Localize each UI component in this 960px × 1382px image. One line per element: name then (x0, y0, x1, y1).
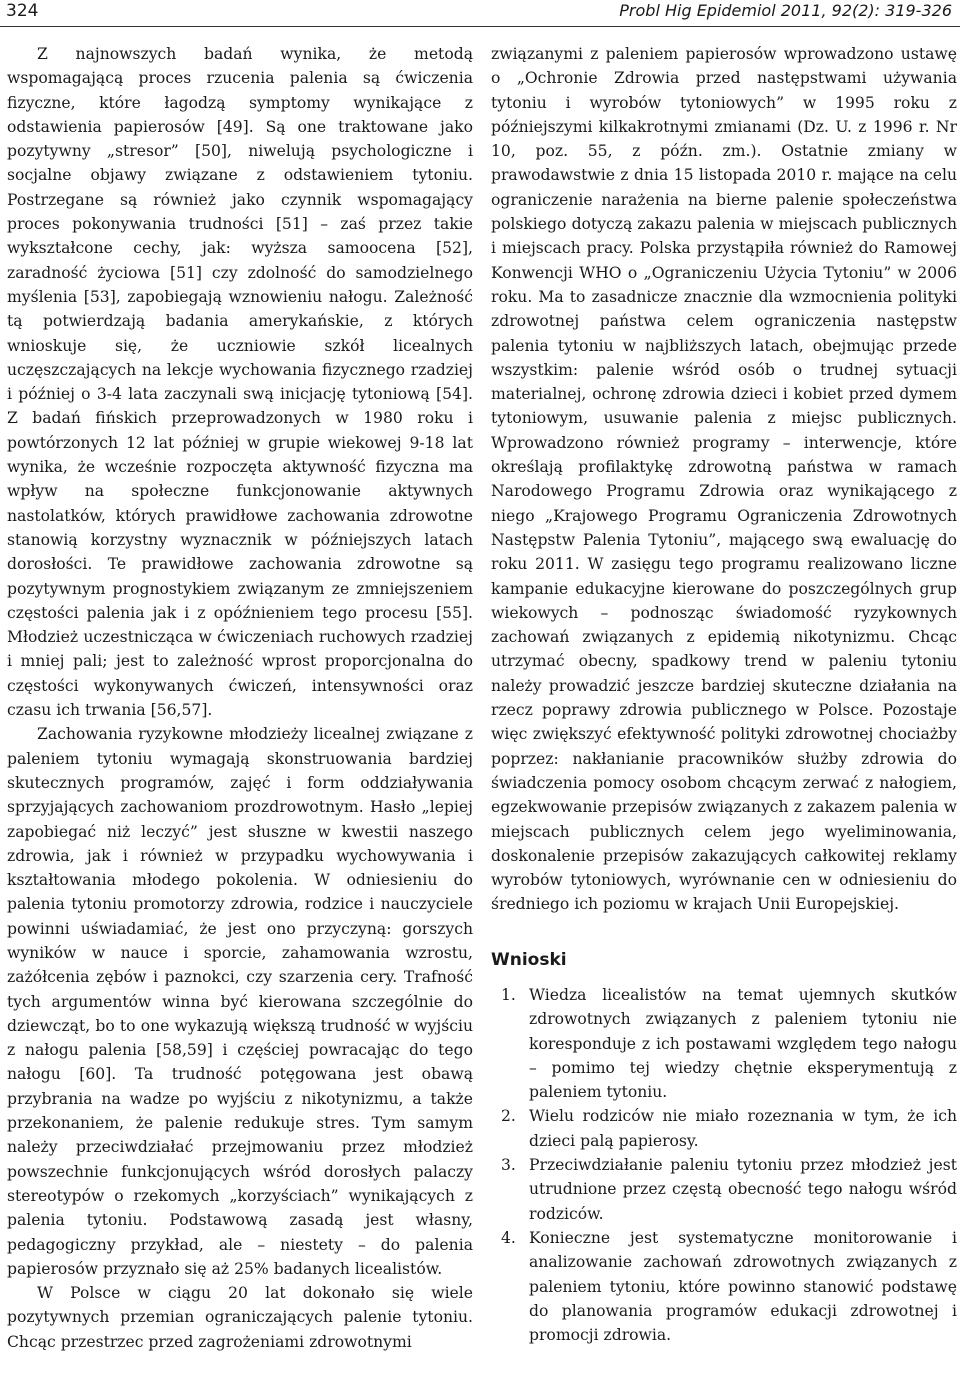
list-number: 1. (501, 985, 516, 1004)
page-header (0, 0, 960, 27)
paragraph: związanymi z paleniem papierosów wprowadzono ustawę o „Ochronie Zdrowia przed następstwami używania tytoniu i wyrobów tytoniowych” w 1995 roku z późniejszymi kilkakrotnymi zmianami (Dz. U. z 1996 r. Nr 10, poz. 55, z późn. zm.). Ostatnie zmiany w prawodawstwie z dnia 15 listopada 2010 r. mające na celu ograniczenie narażenia na bierne palenie społeczeństwa polskiego dotyczą zakazu palenia w miejscach publicznych i miejscach pracy. Polska przystąpiła również do Ramowej Konwencji WHO o „Ograniczeniu Użycia Tytoniu” w 2006 roku. Ma to zasadnicze znacznie dla wzmocnienia polityki zdrowotnej państwa celem ograniczenia następstw palenia tytoniu w najbliższych latach, obejmując przede wszystkim: palenie wśród osób o trudnej sytuacji materialnej, ochronę zdrowia dzieci i kobiet przed dymem tytoniowym, usuwanie palenia z miejsc publicznych. Wprowadzono również programy – interwencje, które określają profilaktykę zdrowotną państwa w ramach Narodowego Programu Zdrowia oraz wynikającego z niego „Krajowego Programu Ograniczenia Zdrowotnych Następstw Palenia Tytoniu”, mającego swą ewaluację do roku 2011. W zasięgu tego programu realizowano liczne kampanie edukacyjne kierowane do poszczególnych grup wiekowych – podnosząc świadomość ryzykownych zachowań związanych z epidemią nikotynizmu. Chcąc utrzymać obecny, spadkowy trend w paleniu tytoniu należy prowadzić jeszcze bardziej skuteczne działania na rzecz poprawy zdrowia publicznego w Polsce. Pozostaje więc zwiększyć efektywność polityki zdrowotnej chociażby poprzez: nakłanianie pracowników służby zdrowia do świadczenia pomocy osobom chcącym zerwać z nałogiem, egzekwowanie przepisów związanych z zakazem palenia w miejscach publicznych celem jego wyeliminowania, doskonalenie przepisów zakazujących całkowitej reklamy wyrobów tytoniowych, wyrównanie cen w odniesieniu do średniego ich poziomu w krajach Unii Europejskiej. (491, 45, 957, 914)
right-column (491, 42, 957, 1347)
list-item-text: Wielu rodziców nie miało rozeznania w tym, że ich dzieci palą papierosy. (529, 1107, 957, 1150)
page-number: 324 (6, 1, 39, 21)
paragraph: Z najnowszych badań wynika, że metodą wspomagającą proces rzucenia palenia są ćwiczenia fizyczne, które łagodzą symptomy wynikające z odstawienia papierosów [49]. Są one traktowane jako pozytywny „stresor” [50], niwelują psychologiczne i socjalne objawy związane z odstawieniem tytoniu. Postrzegane są również jako czynnik wspomagający proces pokonywania trudności [51] – zaś przez takie wykształcone cechy, jak: wyższa samoocena [52], zaradność życiowa [51] czy zdolność do samodzielnego myślenia [53], zapobiegają wznowieniu nałogu. Zależność tą potwierdzają badania amerykańskie, z których wnioskuje się, że uczniowie szkół licealnych uczęszczających na lekcje wychowania fizycznego rzadziej i później o 3-4 lata zaczynali swą inicjację tytoniową [54]. Z badań fińskich przeprowadzonych w 1980 roku i powtórzonych 12 lat później w grupie wiekowej 9-18 lat wynika, że wcześnie rozpoczęta aktywność fizyczna ma wpływ na społeczne funkcjonowanie aktywnych nastolatków, których prawidłowe zachowania zdrowotne stanowią korzystny wyznacznik w późniejszych latach dorosłości. Te prawidłowe zachowania zdrowotne są pozytywnym prognostykiem związanym ze zmniejszeniem częstości palenia jak i z opóźnieniem tego procesu [55]. Młodzież uczestnicząca w ćwiczeniach ruchowych rzadziej i mniej pali; jest to zależność wprost proporcjonalna do częstości wykonywanych ćwiczeń, intensywności oraz czasu ich trwania [56,57]. (7, 45, 473, 720)
list-number: 2. (501, 1107, 516, 1126)
paragraph: Zachowania ryzykowne młodzieży licealnej związane z paleniem tytoniu wymagają skonstruowania bardziej skutecznych programów, zajęć i form oddziaływania sprzyjających zachowaniom prozdrowotnym. Hasło „lepiej zapobiegać niż leczyć” jest słuszne w kwestii naszego zdrowia, jak i również w przypadku wychowywania i kształtowania młodego pokolenia. W odniesieniu do palenia tytoniu promotorzy zdrowia, rodzice i nauczyciele powinni uświadamiać, że jest ono przyczyną: gorszych wyników w nauce i sporcie, zahamowania wzrostu, zażółcenia zębów i paznokci, czy szarzenia cery. Trafność tych argumentów winna być kierowana szczególnie do dziewcząt, bo to one wykazują większą trudność w wyjściu z nałogu palenia [58,59] i częściej powracając do tego nałogu [60]. Ta trudność potęgowana jest obawą przybrania na wadze po wyjściu z nikotynizmu, a także przekonaniem, że palenie redukuje stres. Tym samym należy przeciwdziałać przejmowaniu przez młodzież powszechnie funkcjonujących wśród dorosłych palaczy stereotypów o rzekomych „korzyściach” wynikających z palenia tytoniu. Podstawową zasadą jest własny, pedagogiczny przykład, ale – niestety – do palenia papierosów przyznało się aż 25% badanych licealistów. (7, 725, 473, 1278)
list-item (491, 983, 957, 1104)
list-number: 4. (501, 1228, 516, 1247)
list-item (491, 1104, 957, 1153)
list-item (491, 1153, 957, 1226)
conclusions-list (491, 983, 957, 1347)
conclusions-heading: Wnioski (491, 949, 567, 970)
paragraph: W Polsce w ciągu 20 lat dokonało się wiele pozytywnych przemian ograniczających palenie tytoniu. Chcąc przestrzec przed zagrożeniami zdrowotnymi (7, 1284, 473, 1351)
left-column (7, 42, 473, 1354)
journal-citation: Probl Hig Epidemiol 2011, 92(2): 319-326 (619, 1, 952, 20)
list-item-text: Przeciwdziałanie paleniu tytoniu przez młodzież jest utrudnione przez częstą obecność tego nałogu wśród rodziców. (529, 1156, 957, 1223)
list-number: 3. (501, 1156, 516, 1175)
list-item (491, 1226, 957, 1347)
list-item-text: Wiedza licealistów na temat ujemnych skutków zdrowotnych związanych z paleniem tytoniu nie koresponduje z ich postawami względem tego nałogu – pomimo tej wiedzy chętnie eksperymentują z paleniem tytoniu. (529, 985, 957, 1102)
list-item-text: Konieczne jest systematyczne monitorowanie i analizowanie zachowań zdrowotnych związanych z paleniem tytoniu, które powinno stanowić podstawę do planowania programów edukacji zdrowotnej i promocji zdrowia. (529, 1228, 957, 1345)
